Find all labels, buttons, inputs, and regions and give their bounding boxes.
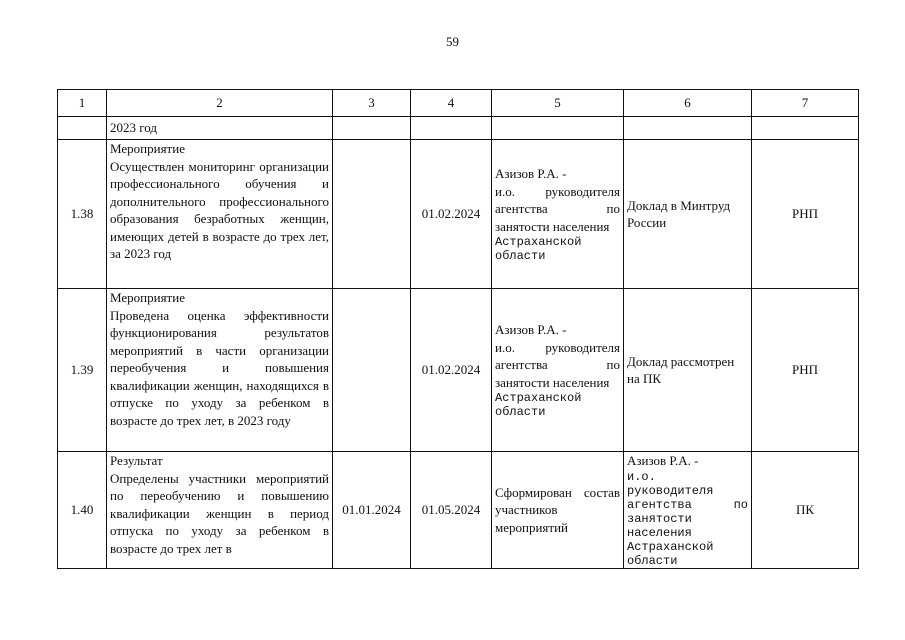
column-header: 4 <box>411 90 492 117</box>
row-description <box>107 452 333 569</box>
level-cell: РНП <box>752 140 859 289</box>
table-row <box>58 289 859 452</box>
table-cell <box>624 117 752 140</box>
table-row <box>58 452 859 569</box>
result-doc: Доклад рассмотрен на ПК <box>624 289 752 452</box>
responsible-typed: Астраханской области <box>495 391 582 419</box>
row-description <box>107 140 333 289</box>
row-text: Проведена оценка эффективности функционирования результатов мероприятий в части организации переобучения и повышения квалификации женщин, находящихся в отпуске по уходу за ребенком в возрасте до трех лет, в 2023 году <box>110 307 329 428</box>
table-cell <box>411 117 492 140</box>
responsible-typed: и.о. руководителя агентства по занятости населения Астраханской области <box>627 469 748 568</box>
start-date: 01.01.2024 <box>333 452 411 569</box>
end-date: 01.05.2024 <box>411 452 492 569</box>
row-number: 1.38 <box>58 140 107 289</box>
end-date: 01.02.2024 <box>411 140 492 289</box>
row-number: 1.39 <box>58 289 107 452</box>
column-header: 2 <box>107 90 333 117</box>
plan-table <box>57 89 859 569</box>
responsible-cell <box>492 289 624 452</box>
level-cell: ПК <box>752 452 859 569</box>
responsible-cell <box>492 140 624 289</box>
table-cell <box>333 117 411 140</box>
responsible-name: Азизов Р.А. - <box>495 166 567 181</box>
row-kind: Результат <box>110 453 163 468</box>
page-number: 59 <box>446 34 459 49</box>
column-header: 3 <box>333 90 411 117</box>
end-date: 01.02.2024 <box>411 289 492 452</box>
responsible-position: и.о. руководителя агентства по занятости населения <box>495 183 620 234</box>
row-kind: Мероприятие <box>110 141 185 156</box>
year-row <box>58 117 859 140</box>
column-header: 5 <box>492 90 624 117</box>
column-header: 7 <box>752 90 859 117</box>
responsible-position: и.о. руководителя агентства по занятости населения <box>495 339 620 390</box>
row-number: 1.40 <box>58 452 107 569</box>
result-doc: Доклад в Минтруд России <box>624 140 752 289</box>
responsible-typed: Астраханской области <box>495 235 582 263</box>
row-text: Осуществлен мониторинг организации профессионального обучения и дополнительного профессионального образования безработных женщин, имеющих детей в возрасте до трех лет, за 2023 год <box>110 158 329 261</box>
responsible-name: Азизов Р.А. - <box>495 322 567 337</box>
responsible-name: Азизов Р.А. - <box>627 453 699 468</box>
level-cell: РНП <box>752 289 859 452</box>
year-label: 2023 год <box>107 117 333 140</box>
row-kind: Мероприятие <box>110 290 185 305</box>
responsible-cell <box>624 452 752 569</box>
start-date <box>333 140 411 289</box>
table-cell <box>492 117 624 140</box>
table-header-row <box>58 90 859 117</box>
result-doc: Сформирован состав участников мероприятий <box>492 452 624 569</box>
row-description <box>107 289 333 452</box>
table-cell <box>752 117 859 140</box>
column-header: 6 <box>624 90 752 117</box>
start-date <box>333 289 411 452</box>
table-row <box>58 140 859 289</box>
column-header: 1 <box>58 90 107 117</box>
row-text: Определены участники мероприятий по переобучению и повышению квалификации женщин в период отпуска по уходу за ребенком в возрасте до трех лет в <box>110 470 329 556</box>
table-cell <box>58 117 107 140</box>
